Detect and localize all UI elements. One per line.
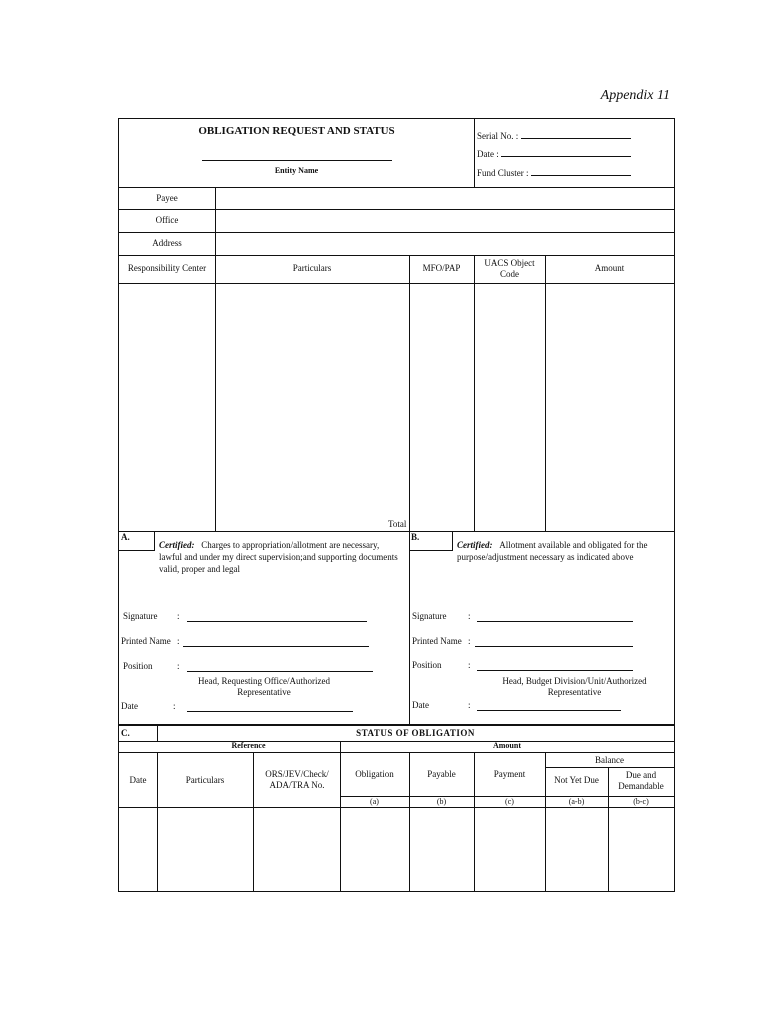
cert-b-date-line[interactable] bbox=[477, 700, 621, 711]
cert-b-letter: B. bbox=[411, 532, 420, 542]
cert-a-position-label: Position bbox=[123, 661, 153, 671]
status-col-ors: ORS/JEV/Check/ ADA/TRA No. bbox=[265, 769, 329, 790]
status-payable-cell[interactable] bbox=[410, 808, 473, 890]
payee-field[interactable] bbox=[216, 188, 674, 209]
cert-b-letter-box bbox=[409, 532, 453, 551]
cert-a-printed-name-label: Printed Name bbox=[121, 636, 171, 646]
form-title: OBLIGATION REQUEST AND STATUS bbox=[198, 125, 395, 137]
status-balance: Balance bbox=[595, 755, 624, 765]
serial-no-field[interactable] bbox=[477, 129, 672, 141]
status-payment-cell[interactable] bbox=[475, 808, 544, 890]
status-col-payable: Payable bbox=[427, 769, 456, 779]
status-col-payment: Payment bbox=[493, 769, 526, 779]
col-header-uacs: UACS Object Code bbox=[484, 258, 535, 279]
cert-b-certified: Certified: bbox=[457, 540, 493, 550]
cert-b-signature-label: Signature bbox=[412, 611, 447, 621]
status-obligation-cell[interactable] bbox=[341, 808, 408, 890]
status-code-ab: (a-b) bbox=[568, 797, 585, 806]
status-due-cell[interactable] bbox=[609, 808, 673, 890]
cert-b-position-desc: Head, Budget Division/Unit/Authorized Representative bbox=[502, 676, 647, 697]
status-ors-cell[interactable] bbox=[254, 808, 339, 890]
responsibility-center-cell[interactable] bbox=[120, 284, 214, 530]
cert-a-printed-name-line[interactable] bbox=[183, 636, 369, 647]
cert-b-position-line[interactable] bbox=[477, 660, 633, 671]
cert-b-signature-line[interactable] bbox=[477, 611, 633, 622]
cert-a-certified: Certified: bbox=[159, 540, 195, 550]
col-header-mfo: MFO/PAP bbox=[422, 263, 461, 273]
date-label: Date : bbox=[477, 149, 499, 159]
cert-a-date-line[interactable] bbox=[187, 701, 353, 712]
cert-a-letter-box bbox=[119, 532, 155, 551]
cert-b-printed-name-line[interactable] bbox=[475, 636, 633, 647]
status-letter: C. bbox=[121, 728, 130, 738]
status-title: STATUS OF OBLIGATION bbox=[356, 728, 475, 738]
cert-b-date-label: Date bbox=[412, 700, 429, 710]
cert-a-text bbox=[159, 539, 399, 575]
cert-a-position-line[interactable] bbox=[187, 661, 373, 672]
status-not-yet-due-cell[interactable] bbox=[546, 808, 607, 890]
cert-divider bbox=[409, 531, 410, 724]
appendix-label: Appendix 11 bbox=[600, 88, 670, 103]
status-code-b: (b) bbox=[436, 797, 447, 806]
fund-cluster-field[interactable] bbox=[477, 166, 672, 178]
date-field[interactable] bbox=[477, 147, 672, 159]
cert-a-position-desc: Head, Requesting Office/Authorized Representative bbox=[197, 676, 331, 697]
fund-cluster-label: Fund Cluster : bbox=[477, 168, 529, 178]
payee-label: Payee bbox=[156, 193, 178, 203]
particulars-cell[interactable] bbox=[216, 284, 408, 530]
cert-b-position-label: Position bbox=[412, 660, 442, 670]
status-code-bc: (b-c) bbox=[633, 797, 649, 806]
office-field[interactable] bbox=[216, 210, 674, 232]
office-label: Office bbox=[155, 215, 179, 225]
entity-name-label: Entity Name bbox=[274, 166, 319, 175]
status-group-rule bbox=[119, 752, 674, 753]
uacs-code-cell[interactable] bbox=[475, 284, 544, 530]
cert-a-signature-line[interactable] bbox=[187, 611, 367, 622]
payee-rule-left bbox=[119, 209, 215, 210]
status-reference: Reference bbox=[231, 741, 266, 750]
address-label: Address bbox=[152, 238, 182, 248]
mfo-pap-cell[interactable] bbox=[410, 284, 473, 530]
header-divider bbox=[474, 119, 475, 187]
address-rule bbox=[119, 255, 674, 256]
cert-a-date-label: Date bbox=[121, 701, 138, 711]
status-balance-rule bbox=[545, 767, 674, 768]
col-header-amount: Amount bbox=[594, 263, 625, 273]
cert-b-printed-name-label: Printed Name bbox=[412, 636, 462, 646]
status-code-a: (a) bbox=[370, 797, 379, 806]
obligation-form: OBLIGATION REQUEST AND STATUS Entity Name Serial No. : Date : Fund Cluster : Payee Office Address Responsibility Center Particulars MFO/PAP UACS Object Code Amount Total A. Certified: Charges to appropriation/allotment are necessary, lawful and under my direct supervision;and supporting documents valid, proper and legal Signature : Printed Name : Position : Head, Requesting Office/Authorized Representative Date : B. Certified: Allotment available and obligated for the purpose/adjustment necessary as indicated above Signature : Printed Name : Position : Head, Budget Division/Unit/Authorized Representative Date : C. STATUS OF OBLIGATION Reference Amount Balance Date Particulars ORS/JEV/Check/ ADA/TRA No. Obligation Payable Payment Not Yet Due Due and Demandable (a) (b) (c) (a-b) (b-c) bbox=[118, 118, 675, 892]
cert-b-body: Allotment available and obligated for the purpose/adjustment necessary as indicated above bbox=[457, 540, 648, 562]
cert-bottom-rule bbox=[119, 724, 674, 726]
amount-cell[interactable] bbox=[546, 284, 673, 530]
address-field[interactable] bbox=[216, 233, 674, 255]
total-label: Total bbox=[388, 519, 407, 529]
status-col-obligation: Obligation bbox=[355, 769, 394, 779]
status-col-particulars: Particulars bbox=[185, 775, 225, 785]
status-code-c: (c) bbox=[505, 797, 514, 806]
status-col-date: Date bbox=[129, 775, 147, 785]
col-header-particulars: Particulars bbox=[292, 263, 332, 273]
entity-name-line[interactable] bbox=[202, 160, 392, 161]
col-header-responsibility: Responsibility Center bbox=[127, 263, 207, 273]
status-date-cell[interactable] bbox=[120, 808, 156, 890]
status-col-not-yet-due: Not Yet Due bbox=[554, 775, 599, 785]
status-particulars-cell[interactable] bbox=[158, 808, 252, 890]
status-col-due: Due and Demandable bbox=[618, 770, 664, 791]
serial-no-label: Serial No. : bbox=[477, 131, 519, 141]
main-bottom-rule bbox=[119, 531, 674, 532]
status-amount: Amount bbox=[492, 741, 521, 750]
cert-a-signature-label: Signature bbox=[123, 611, 158, 621]
cert-b-text bbox=[457, 539, 667, 563]
cert-a-body: Charges to appropriation/allotment are necessary, lawful and under my direct supervision;and supporting documents valid, proper and legal bbox=[159, 540, 398, 574]
cert-a-letter: A. bbox=[121, 532, 130, 542]
